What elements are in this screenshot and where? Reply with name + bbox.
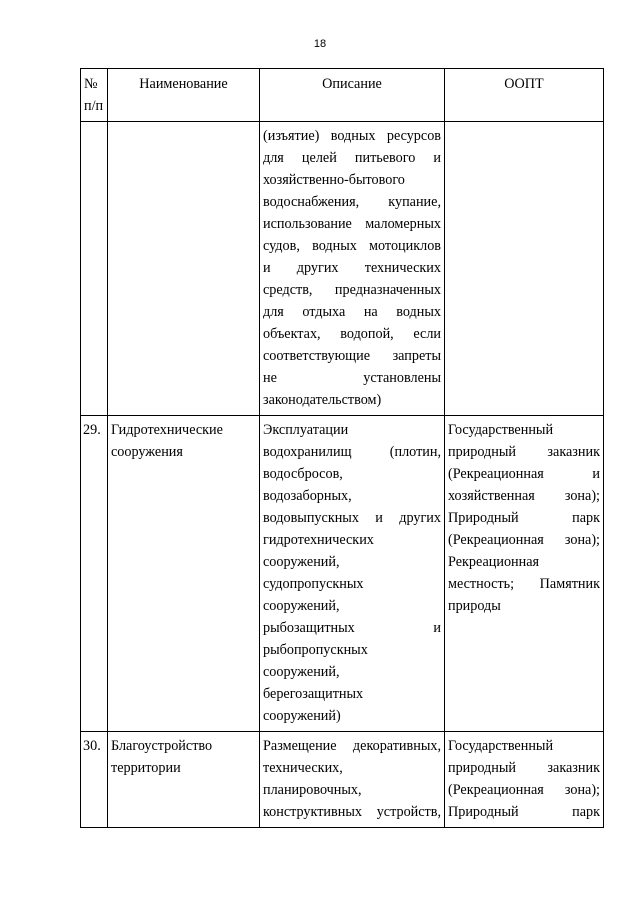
oopt-line: Рекреационная: [448, 554, 540, 570]
description-line: Эксплуатации: [263, 422, 349, 438]
row-name: [108, 416, 260, 732]
oopt-line: природный заказник: [448, 444, 600, 460]
header-number: [81, 69, 108, 122]
table-row: [81, 122, 604, 416]
oopt-line: хозяйственная зона);: [448, 488, 600, 504]
oopt-line: Государственный: [448, 738, 554, 754]
description-line: рыбозащитных и: [263, 620, 441, 636]
description-line: судов, водных мотоциклов: [263, 238, 441, 254]
description-line: соответствующие запреты: [263, 348, 441, 364]
description-line: для отдыха на водных: [263, 304, 441, 320]
oopt-line: местность; Памятник: [448, 576, 600, 592]
description-line: не установлены: [263, 370, 441, 386]
regulations-table: [80, 68, 604, 828]
row-description: [260, 122, 445, 416]
description-line: хозяйственно-бытового: [263, 172, 405, 188]
row-description: [260, 732, 445, 828]
row-number: [81, 122, 108, 416]
page-number: 18: [313, 38, 327, 50]
description-line: водоснабжения, купание,: [263, 194, 441, 210]
oopt-line: (Рекреационная и: [448, 466, 600, 482]
oopt-line: Природный парк: [448, 510, 600, 526]
description-line: сооружений): [263, 708, 341, 724]
description-line: средств, предназначенных: [263, 282, 441, 298]
description-line: сооружений,: [263, 554, 340, 570]
row-oopt: [445, 732, 604, 828]
description-line: гидротехнических: [263, 532, 374, 548]
description-line: водохранилищ (плотин,: [263, 444, 441, 460]
description-line: объектах, водопой, если: [263, 326, 441, 342]
name-line: сооружения: [111, 444, 183, 460]
oopt-line: природы: [448, 598, 501, 614]
header-description: Описание: [260, 69, 445, 122]
name-line: территории: [111, 760, 181, 776]
description-line: планировочных,: [263, 782, 362, 798]
oopt-line: природный заказник: [448, 760, 600, 776]
description-line: для целей питьевого и: [263, 150, 441, 166]
description-line: сооружений,: [263, 598, 340, 614]
description-line: и других технических: [263, 260, 441, 276]
header-oopt: ООПТ: [445, 69, 604, 122]
description-line: использование маломерных: [263, 216, 441, 232]
oopt-line: (Рекреационная зона);: [448, 782, 600, 798]
description-line: водосбросов,: [263, 466, 343, 482]
description-line: берегозащитных: [263, 686, 364, 702]
description-line: (изъятие) водных ресурсов: [263, 128, 441, 144]
oopt-line: Государственный: [448, 422, 554, 438]
row-number: 30.: [81, 732, 108, 828]
description-line: законодательством): [263, 392, 382, 408]
row-number: 29.: [81, 416, 108, 732]
row-name: [108, 732, 260, 828]
description-line: судопропускных: [263, 576, 364, 592]
oopt-line: (Рекреационная зона);: [448, 532, 600, 548]
description-line: конструктивных устройств,: [263, 804, 441, 820]
header-name: Наименование: [108, 69, 260, 122]
name-line: Гидротехнические: [111, 422, 223, 438]
header-number-abbr: п/п: [84, 98, 104, 114]
table-header-row: [81, 69, 604, 122]
row-name: [108, 122, 260, 416]
table-row: [81, 732, 604, 828]
description-line: рыбопропускных: [263, 642, 368, 658]
description-line: технических,: [263, 760, 343, 776]
row-description: [260, 416, 445, 732]
row-oopt: [445, 416, 604, 732]
description-line: водовыпускных и других: [263, 510, 441, 526]
description-line: Размещение декоративных,: [263, 738, 441, 754]
row-oopt: [445, 122, 604, 416]
description-line: сооружений,: [263, 664, 340, 680]
table-row: [81, 416, 604, 732]
description-line: водозаборных,: [263, 488, 352, 504]
oopt-line: Природный парк: [448, 804, 600, 820]
name-line: Благоустройство: [111, 738, 213, 754]
header-number-symbol: №: [84, 76, 98, 92]
